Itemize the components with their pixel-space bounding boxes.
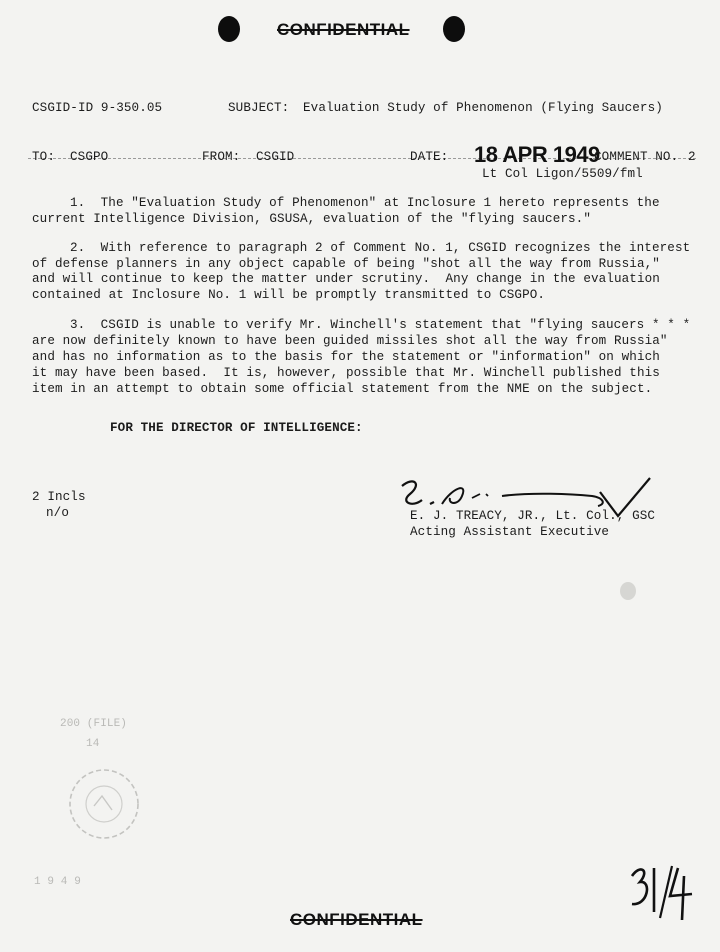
faint-stamp-line-1: 200 (FILE) bbox=[60, 718, 128, 730]
signature-name: E. J. TREACY, JR., Lt. Col., GSC bbox=[410, 509, 656, 523]
classification-bottom: CONFIDENTIAL bbox=[290, 910, 423, 929]
handwritten-page-mark bbox=[626, 862, 696, 926]
faint-circular-seal bbox=[66, 766, 142, 842]
paragraph-3-line-3: and has no information as to the basis for the statement or "information" on which bbox=[32, 350, 660, 364]
subject-text: Evaluation Study of Phenomenon (Flying Saucers) bbox=[303, 101, 663, 115]
paragraph-2-line-2: of defense planners in any object capable of being "shot all the way from Russia," bbox=[32, 257, 660, 271]
inclosure-note: n/o bbox=[46, 506, 69, 520]
punch-hole-right bbox=[443, 16, 465, 42]
paragraph-3-line-4: it may have been based. It is, however, possible that Mr. Winchell published this bbox=[32, 366, 660, 380]
classification-top: CONFIDENTIAL bbox=[277, 20, 410, 39]
ink-smudge bbox=[620, 582, 636, 600]
paragraph-2-line-1: 2. With reference to paragraph 2 of Comment No. 1, CSGID recognizes the interest bbox=[70, 241, 691, 255]
paragraph-1-line-1: 1. The "Evaluation Study of Phenomenon" at Inclosure 1 hereto represents the bbox=[70, 196, 660, 210]
comment-number: 2 bbox=[688, 150, 696, 164]
to-label: TO: bbox=[32, 150, 55, 164]
originator-code: Lt Col Ligon/5509/fml bbox=[482, 167, 643, 181]
paragraph-3-line-5: item in an attempt to obtain some official statement from the NME on the subject. bbox=[32, 382, 653, 396]
paragraph-2-line-4: contained at Inclosure No. 1 will be promptly transmitted to CSGPO. bbox=[32, 288, 546, 302]
faint-stamp-line-2: 14 bbox=[86, 738, 100, 750]
signature-title: Acting Assistant Executive bbox=[410, 525, 610, 539]
from-value: CSGID bbox=[256, 150, 295, 164]
paragraph-1-line-2: current Intelligence Division, GSUSA, evaluation of the "flying saucers." bbox=[32, 212, 591, 226]
inclosure-count: 2 Incls bbox=[32, 490, 86, 504]
subject-label: SUBJECT: bbox=[228, 101, 290, 115]
paragraph-2-line-3: and will continue to keep the matter under scrutiny. Any change in the evaluation bbox=[32, 272, 660, 286]
closing-line: FOR THE DIRECTOR OF INTELLIGENCE: bbox=[110, 421, 363, 435]
comment-label: COMMENT NO. bbox=[594, 150, 679, 164]
punch-hole-left bbox=[218, 16, 240, 42]
paragraph-3-line-1: 3. CSGID is unable to verify Mr. Winchell's statement that "flying saucers * * * bbox=[70, 318, 691, 332]
to-value: CSGPO bbox=[70, 150, 109, 164]
paragraph-3-line-2: are now definitely known to have been guided missiles shot all the way from Russia" bbox=[32, 334, 668, 348]
file-number: CSGID-ID 9-350.05 bbox=[32, 101, 163, 115]
from-label: FROM: bbox=[202, 150, 241, 164]
faint-stamp-line-3: 1 9 4 9 bbox=[34, 876, 81, 888]
date-label: DATE: bbox=[410, 150, 449, 164]
date-stamp: 18 APR 1949 bbox=[474, 142, 600, 167]
